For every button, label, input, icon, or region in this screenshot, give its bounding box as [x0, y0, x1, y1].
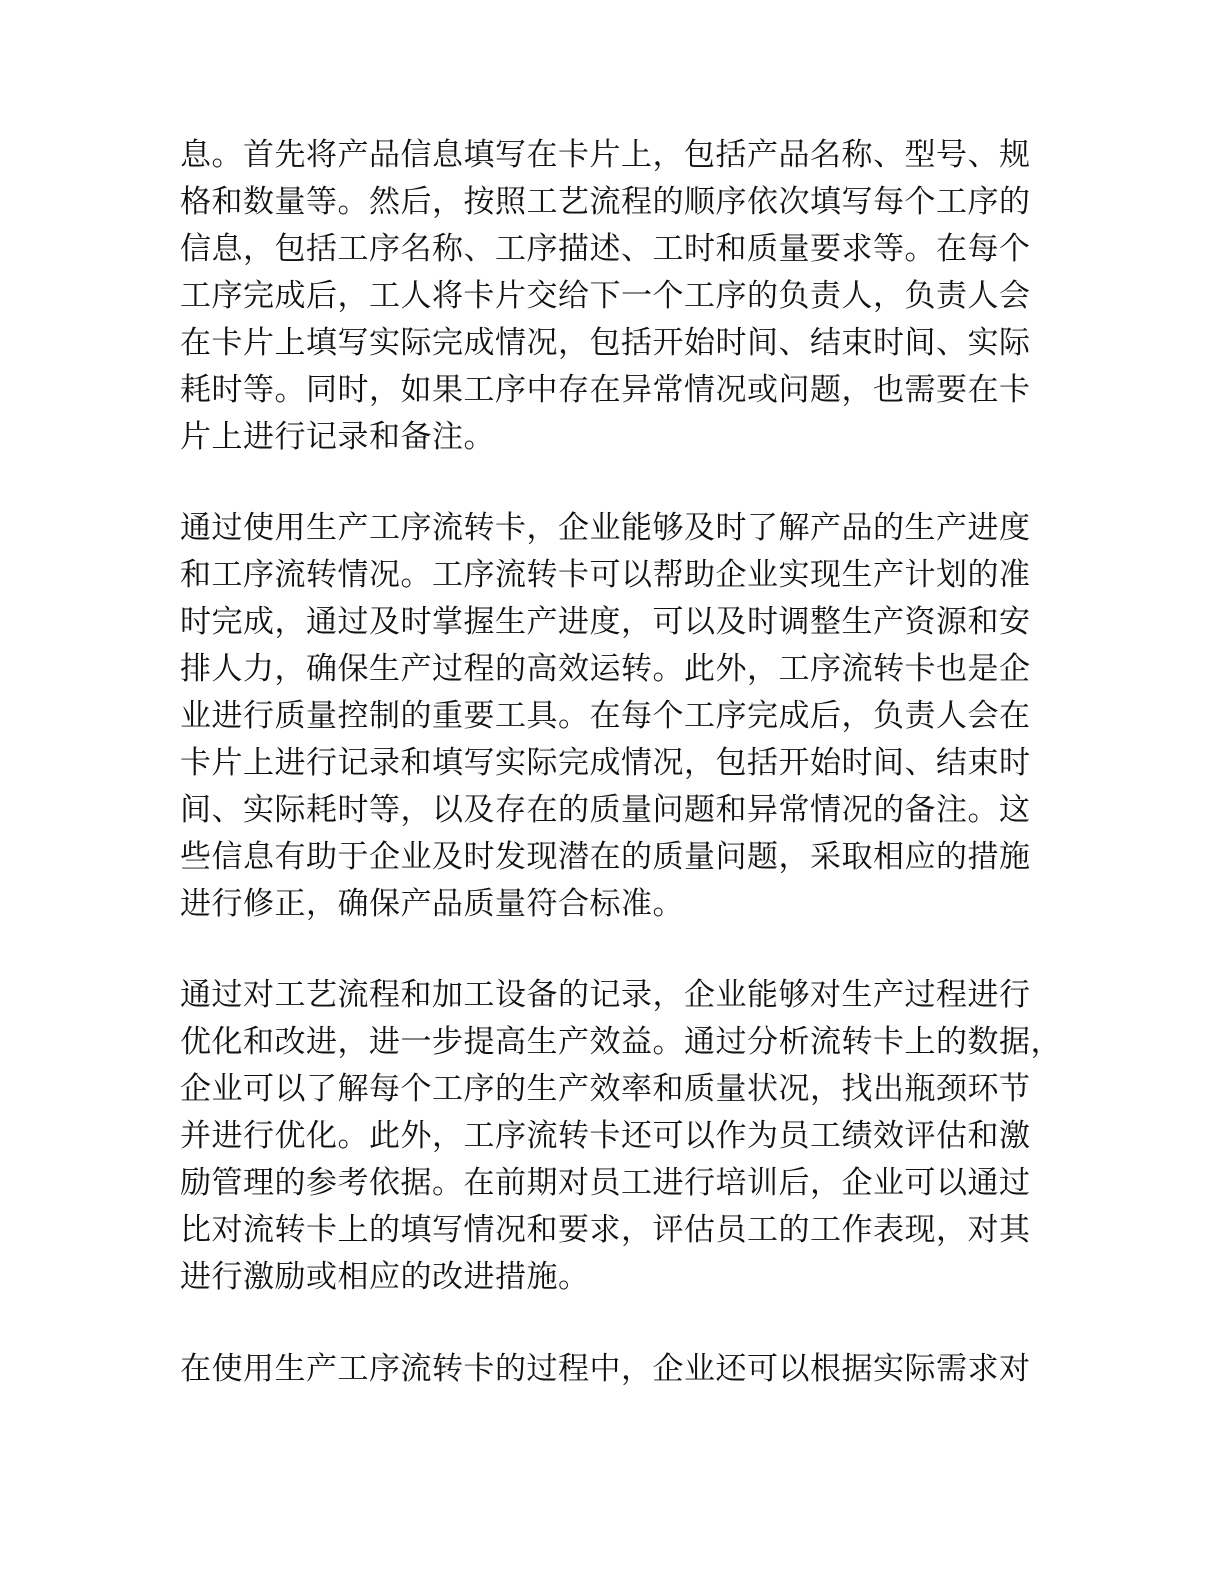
paragraph-card-filling [180, 132, 1060, 461]
text-line: 工序完成后，工人将卡片交给下一个工序的负责人，负责人会 [180, 278, 1031, 314]
text-line: 企业可以了解每个工序的生产效率和质量状况，找出瓶颈环节 [180, 1071, 1031, 1107]
text-line: 排人力，确保生产过程的高效运转。此外，工序流转卡也是企 [180, 651, 1031, 687]
text-line: 进行激励或相应的改进措施。 [180, 1259, 590, 1295]
paragraph-optimization [180, 972, 1060, 1301]
text-line: 卡片上进行记录和填写实际完成情况，包括开始时间、结束时 [180, 745, 1031, 781]
text-line: 通过使用生产工序流转卡，企业能够及时了解产品的生产进度 [180, 510, 1031, 546]
text-line: 耗时等。同时，如果工序中存在异常情况或问题，也需要在卡 [180, 372, 1031, 408]
text-line: 在卡片上填写实际完成情况，包括开始时间、结束时间、实际 [180, 325, 1031, 361]
text-line: 片上进行记录和备注。 [180, 419, 495, 455]
text-line: 并进行优化。此外，工序流转卡还可以作为员工绩效评估和激 [180, 1118, 1031, 1154]
text-line: 励管理的参考依据。在前期对员工进行培训后，企业可以通过 [180, 1165, 1031, 1201]
paragraph-usage-adjustment [180, 1346, 1060, 1393]
text-line: 信息，包括工序名称、工序描述、工时和质量要求等。在每个 [180, 231, 1031, 267]
text-line: 通过对工艺流程和加工设备的记录，企业能够对生产过程进行 [180, 977, 1031, 1013]
text-line: 些信息有助于企业及时发现潜在的质量问题，采取相应的措施 [180, 839, 1031, 875]
text-line: 格和数量等。然后，按照工艺流程的顺序依次填写每个工序的 [180, 184, 1031, 220]
text-line: 时完成，通过及时掌握生产进度，可以及时调整生产资源和安 [180, 604, 1031, 640]
text-line: 比对流转卡上的填写情况和要求，评估员工的工作表现，对其 [180, 1212, 1031, 1248]
text-line: 业进行质量控制的重要工具。在每个工序完成后，负责人会在 [180, 698, 1031, 734]
text-line: 和工序流转情况。工序流转卡可以帮助企业实现生产计划的准 [180, 557, 1031, 593]
text-line: 息。首先将产品信息填写在卡片上，包括产品名称、型号、规 [180, 137, 1031, 173]
text-line: 间、实际耗时等，以及存在的质量问题和异常情况的备注。这 [180, 792, 1031, 828]
text-line: 在使用生产工序流转卡的过程中，企业还可以根据实际需求对 [180, 1351, 1031, 1387]
text-line: 进行修正，确保产品质量符合标准。 [180, 886, 684, 922]
paragraph-progress-quality [180, 505, 1060, 928]
text-line: 优化和改进，进一步提高生产效益。通过分析流转卡上的数据， [180, 1024, 1062, 1060]
